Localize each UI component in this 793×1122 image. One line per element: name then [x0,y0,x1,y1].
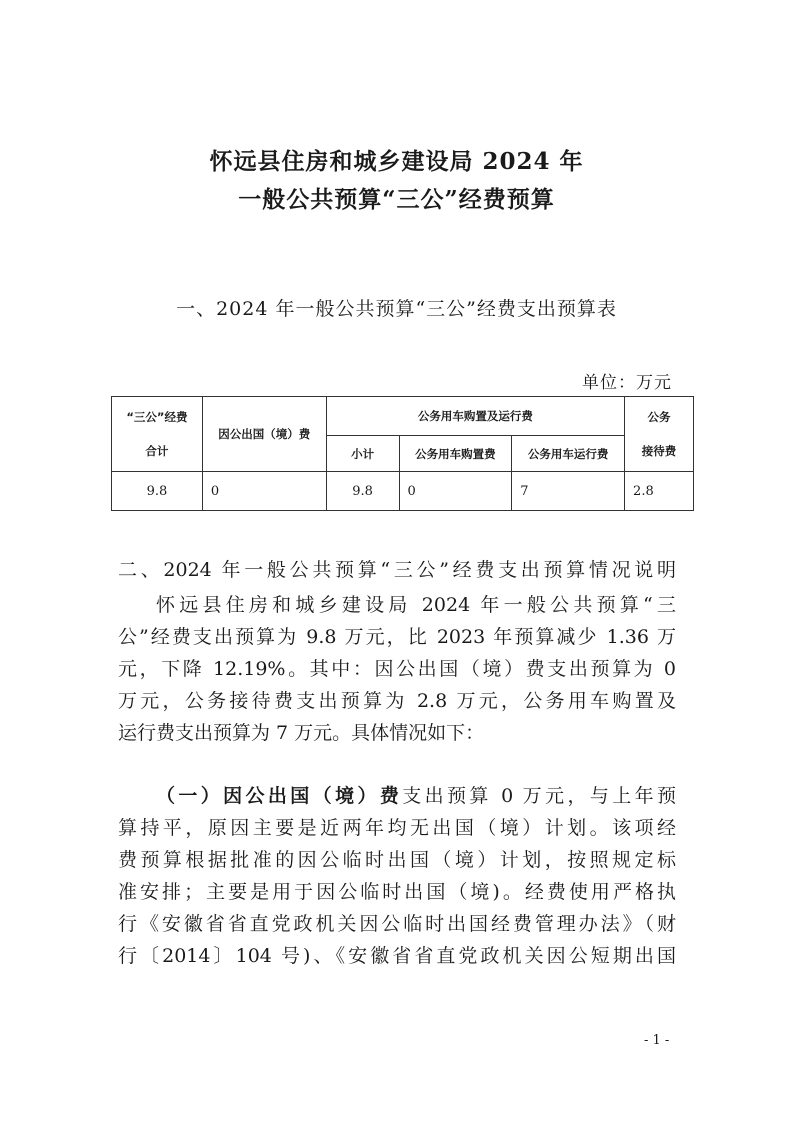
paragraph-line: 元，下降 12.19%。其中：因公出国（境）费支出预算为 0 [118,658,676,680]
header-total-bottom: 合计 [145,444,169,458]
paragraph-line: 公”经费支出预算为 9.8 万元，比 2023 年预算减少 1.36 万 [118,626,676,648]
header-vehicle-purchase: 公务用车购置费 [399,436,512,472]
section2-heading: 二、2024 年一般公共预算“三公”经费支出预算情况说明 [118,559,676,581]
cell-abroad: 0 [202,472,326,511]
paragraph-summary [118,589,676,749]
paragraph-line: 费预算根据批准的因公临时出国（境）计划，按照规定标 [118,849,676,871]
header-reception-top: 公务 [647,410,671,424]
cell-subtotal: 9.8 [326,472,399,511]
header-abroad: 因公出国（境）费 [202,397,326,472]
paragraph-line: 怀远县住房和城乡建设局 2024 年一般公共预算“三 [156,594,676,616]
header-total-top: “三公”经费 [126,410,188,424]
header-reception-bottom: 接待费 [641,444,677,458]
cell-vehicle-purchase: 0 [399,472,512,511]
section1-heading: 一、2024 年一般公共预算“三公”经费支出预算表 [176,298,617,320]
paragraph-line: 运行费支出预算为 7 万元。具体情况如下： [118,722,485,744]
paragraph-line: 万元，公务接待费支出预算为 2.8 万元，公务用车购置及 [118,690,676,712]
paragraph-line-first-rest: 支出预算 0 万元，与上年预 [402,785,676,807]
paragraph-line: 准安排；主要是用于因公临时出国（境)。经费使用严格执 [118,881,676,903]
cell-vehicle-operation: 7 [512,472,625,511]
page-number: - 1 - [644,1033,670,1048]
header-reception [625,397,694,472]
paragraph-line: 行《安徽省省直党政机关因公临时出国经费管理办法》（财 [118,913,676,935]
subheading-abroad: （一）因公出国（境）费 [156,785,403,807]
header-vehicle-group: 公务用车购置及运行费 [326,397,624,436]
cell-total: 9.8 [112,472,203,511]
header-vehicle-operation: 公务用车运行费 [512,436,625,472]
unit-label: 单位：万元 [582,373,672,393]
paragraph-abroad [118,780,676,972]
table-row [112,472,694,511]
budget-table [111,396,694,511]
cell-reception: 2.8 [625,472,694,511]
document-title-line2: 一般公共预算“三公”经费预算 [238,186,555,213]
paragraph-line: 行〔2014〕104 号)、《安徽省省直党政机关因公短期出国 [118,945,676,967]
paragraph-line: 算持平，原因主要是近两年均无出国（境）计划。该项经 [118,817,676,839]
header-total [112,397,203,472]
header-subtotal: 小计 [326,436,399,472]
document-title-line1: 怀远县住房和城乡建设局 2024 年 [209,148,584,175]
paragraph-line-first [118,780,676,812]
